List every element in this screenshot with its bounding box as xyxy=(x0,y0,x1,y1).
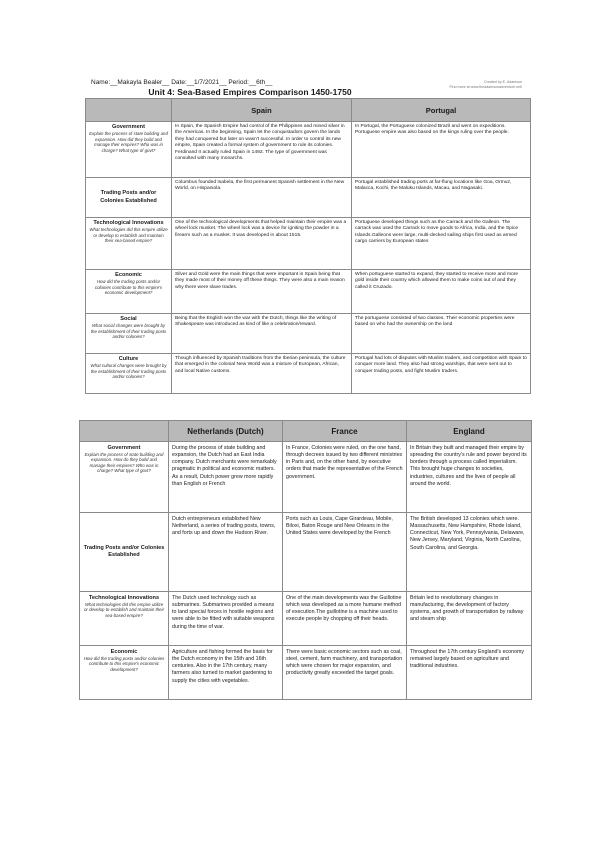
cell-france-technological: One of the main developments was the Guillotine which was developed as a more humane method of execution.The guillotine is a machine used to execute people by chopping off their heads. xyxy=(283,592,407,646)
row-heading: Government xyxy=(107,444,141,451)
row-label-social xyxy=(86,314,172,354)
table-row xyxy=(80,513,532,592)
cell-portugal-social: The portuguese consisted of two classes. Their economic properties were based on who had the ownership on the land xyxy=(352,314,531,354)
row-label-culture xyxy=(86,354,172,394)
cell-england-economic: Throughout the 17th century England's economy remained largely based on agriculture and traditional industries. xyxy=(407,646,532,700)
worksheet-page-1 xyxy=(85,76,530,380)
credit-line-2: Find more at www.theadamsonadventure.net/ xyxy=(449,84,522,89)
table-row xyxy=(86,122,531,178)
column-header-portugal: Portugal xyxy=(352,99,531,122)
cell-portugal-economic: When portuguese started to expand, they started to receive more and more gold inside their country which allowed them to make coins out of and they called it Cruzado. xyxy=(352,270,531,314)
row-heading: Trading Posts and/or Colonies Established xyxy=(83,544,165,558)
table-row xyxy=(86,314,531,354)
row-heading: Government xyxy=(112,124,145,130)
row-heading: Economic xyxy=(110,648,138,655)
row-question: What technologies did this empire utilize or develop to establish and maintain their sea-based empire? xyxy=(83,601,165,618)
cell-france-economic: There were basic economic sectors such as coal, steel, cement, farm machinery, and transportation which were chosen for major expansion, and productivity greatly exceeded the target goals. xyxy=(283,646,407,700)
column-header-netherlands: Netherlands (Dutch) xyxy=(169,421,283,442)
cell-netherlands-technological: The Dutch used technology such as submarines. Submarines provided a means to land special forces in hostile regions and were able to be fitted with suitable weapons during the time of war. xyxy=(169,592,283,646)
row-question: How did the trading posts and/or colonies contribute to this empire's economic development? xyxy=(83,655,165,672)
column-header-england: England xyxy=(407,421,532,442)
cell-netherlands-economic: Agriculture and fishing formed the basis for the Dutch economy in the 15th and 16th centuries. Also in the 17th century, many farmers also turned to market gardening to supply the cities with vegetables. xyxy=(169,646,283,700)
cell-spain-technological: One of the technological developments that helped maintain their empire was a wheel lock musket. The wheel lock was a device for igniting the powder in a firearm such as a musket. It was developed in about 1515. xyxy=(172,218,352,270)
row-heading: Trading Posts and/or Colonies Established xyxy=(100,190,157,204)
row-question: Explain the process of state building and expansion. How do they build and manage their empires? Who was in charge? What type of govt? xyxy=(84,451,164,474)
row-label-trading-posts xyxy=(80,513,169,592)
cell-spain-culture: Though influenced by Spanish traditions from the Iberian peninsula, the culture that emerged in the colonial New World was a mixture of European, African, and local Native customs. xyxy=(172,354,352,394)
row-heading: Economic xyxy=(115,272,142,278)
student-info-line: Name:__Makayla Bealer__ Date:__1/7/2021__ Period:__6th__ xyxy=(91,79,273,86)
cell-spain-government: In Spain, the Spanish Empire had control of the Philippines and mined silver in the Americas. In the beginning, Spain let the conquistadors govern the lands they had conquered but later on wasn't successful. In order to control its new empire, Spain created a formal system of government to rule its colonies. Ferdinand II actually ruled Spain in 1492. The type of government was consulted with many monarchs. xyxy=(172,122,352,178)
cell-france-government: In France, Colonies were ruled, on the one hand, through decrees issued by two different ministries in Paris and, on the other hand, by executive orders that made the representative of the French government. xyxy=(283,442,407,513)
table-row xyxy=(86,218,531,270)
row-question: What technologies did this empire utilize or develop to establish and maintain their sea-based empire? xyxy=(89,227,168,244)
row-label-technological xyxy=(80,592,169,646)
row-heading: Culture xyxy=(118,356,139,362)
row-label-trading-posts xyxy=(86,178,172,218)
cell-portugal-trading-posts: Portugal established trading ports at far-flung locations like Goa, Ormuz, Malacca, Kochi, the Maluku Islands, Macau, and Nagasaki. xyxy=(352,178,531,218)
row-heading: Technological Innovations xyxy=(93,220,164,226)
table-row xyxy=(80,442,532,513)
cell-netherlands-government: During the process of state building and expansion, the Dutch had an East India company. Dutch merchants were remarkably pragmatic in political and economic matters. As a result, Dutch power grew more rapidly than English or French xyxy=(169,442,283,513)
row-heading: Social xyxy=(120,316,137,322)
unit-title: Unit 4: Sea-Based Empires Comparison 1450-1750 xyxy=(148,87,352,97)
column-header-spain: Spain xyxy=(172,99,352,122)
corner-cell xyxy=(80,421,169,442)
row-question: What social changes were brought by the establishment of their trading posts and/or colonies? xyxy=(90,323,167,340)
row-label-government xyxy=(86,122,172,178)
cell-france-trading-posts: Ports such as Louis, Cape Girardeau, Mobile, Biloxi, Baton Rouge and New Orleans in the United States were developed by the French xyxy=(283,513,407,592)
row-label-technological xyxy=(86,218,172,270)
row-label-economic xyxy=(80,646,169,700)
table-row xyxy=(80,646,532,700)
cell-portugal-technological: Portuguese developed things such as the Carrack and the Galleon. The carrack was used the Carrack to move goods to Africa, India, and the Spice Islands.Galleons were large, multi-decked sailing ships first used as armed cargo carriers by European states xyxy=(352,218,531,270)
cell-portugal-government: In Portugal, the Portuguese colonized Brazil and went on expeditions. Portuguese empire was also based on the kings ruling over the people. xyxy=(352,122,531,178)
table-row xyxy=(80,592,532,646)
cell-spain-social: Being that the English won the war with the Dutch, things like the writing of Shakespeare was introduced as kind of like a celebration/reward. xyxy=(172,314,352,354)
credit-line-1: Created by E. Adamson xyxy=(484,80,522,84)
row-heading: Technological Innovations xyxy=(88,594,160,601)
column-header-france: France xyxy=(283,421,407,442)
corner-cell xyxy=(86,99,172,122)
row-question: What cultural changes were brought by the establishment of their trading posts and/or colonies? xyxy=(90,363,167,380)
cell-england-technological: Britain led to revolutionary changes in manufacturing, the development of factory systems, and growth of transportation by railway and steam ship xyxy=(407,592,532,646)
cell-england-trading-posts: The British developed 13 colonies which were. Massachusetts, New Hampshire, Rhode Island, Connecticut, New York, Pennsylvania, Delaware, New Jersey, Maryland, Virginia, North Carolina, South Carolina, and Georgia. xyxy=(407,513,532,592)
row-question: Explain the process of state building and expansion. How did they build and manage their empires? Who was in charge? What type of govt? xyxy=(89,131,168,153)
row-label-economic xyxy=(86,270,172,314)
row-label-government xyxy=(80,442,169,513)
comparison-table-1 xyxy=(85,98,531,394)
table-row xyxy=(86,270,531,314)
credit-note xyxy=(449,80,522,89)
cell-portugal-culture: Portugal had lots of disputes with Muslim traders, and competition with Spain to conquer more land. They also had strong warships, that were sent out to conquer trading posts, and fight Muslim traders. xyxy=(352,354,531,394)
comparison-table-2 xyxy=(79,420,532,700)
table-row xyxy=(86,178,531,218)
cell-england-government: In Britain they built and managed their empire by spreading the country's rule and power beyond its borders through a process called imperialism. This brought huge changes to societies, industries, cultures and the lives of people all around the world. xyxy=(407,442,532,513)
row-question: How did the trading posts and/or colonies contribute to this empire's economic development? xyxy=(94,279,163,296)
table-row xyxy=(86,354,531,394)
cell-netherlands-trading-posts: Dutch entrepreneurs established New Netherland, a series of trading posts, towns, and forts up and down the Hudson River. xyxy=(169,513,283,592)
cell-spain-trading-posts: Columbus founded Isabela, the first permanent Spanish settlement in the New World, on Hispaniola. xyxy=(172,178,352,218)
cell-spain-economic: Silver and Gold were the main things that were important in Spain being that they made most of their money off these things. They were also a main reason why there were slave trades. xyxy=(172,270,352,314)
